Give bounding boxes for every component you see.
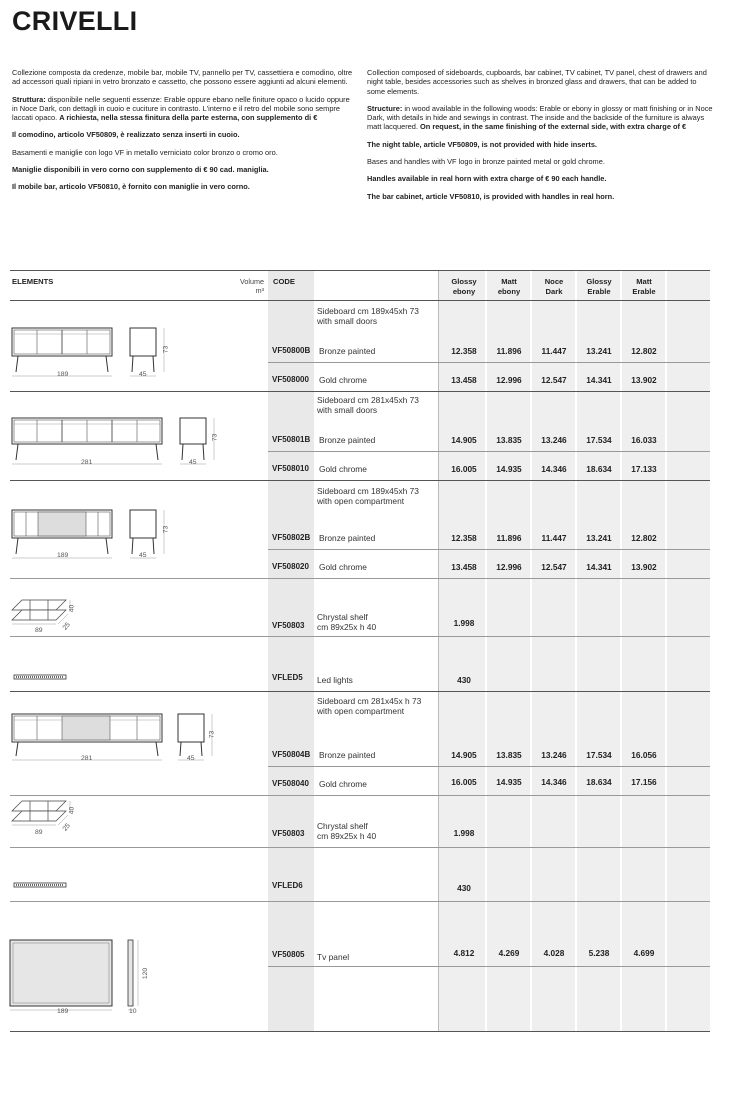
price: 12.996: [496, 562, 522, 572]
price: 11.896: [496, 346, 522, 356]
code-header: CODE: [273, 277, 295, 286]
group-rule: [10, 391, 710, 392]
product-code: VF508000: [272, 375, 309, 384]
price: 14.341: [586, 562, 612, 572]
product-code: VF508010: [272, 464, 309, 473]
price: 13.246: [541, 435, 567, 445]
it-structure: Struttura: disponibile nelle seguenti essenze: Erable oppure ebano nelle finiture opaco o lucido oppure in Noce Dark, con dettagli in cuoio e cuciture in contrasto. L'interno e il retro del mobile sono sempre laccati opaco. A richiesta, nella stessa finitura della parte esterna, con supplemento di €: [12, 94, 350, 123]
finish-label: Bronze painted: [319, 533, 376, 543]
tv-panel-drawing: [10, 940, 170, 1020]
price: 14.346: [541, 777, 567, 787]
dim-height: 73: [211, 433, 219, 442]
price: 14.935: [496, 464, 522, 474]
price: 4.812: [453, 948, 475, 958]
price: 11.447: [541, 346, 567, 356]
dim-depth: 45: [187, 755, 195, 762]
dim-width: 89: [35, 829, 43, 836]
price: 14.346: [541, 464, 567, 474]
en-structure: Structure: in wood available in the following woods: Erable or ebony in glossy or matt finishing or in Noce Dark, with details in hide and sewings in contrast. The inside and the backside of the furniture is always matt lacquered. On request, in the same finishing of the external side, with extra charge of €: [367, 103, 713, 132]
price: 12.802: [631, 533, 657, 543]
price: 13.835: [496, 750, 522, 760]
price: 13.241: [586, 346, 612, 356]
dim-height: 73: [208, 730, 216, 739]
group-rule: [10, 578, 710, 579]
price: 18.634: [586, 777, 612, 787]
group-rule: [10, 480, 710, 481]
product-description: Chrystal shelf cm 89x25x h 40: [317, 821, 377, 841]
price: 14.341: [586, 375, 612, 385]
dim-width: 189: [57, 552, 69, 559]
volume-header: Volume m³: [240, 277, 264, 295]
it-bases: Basamenti e maniglie con logo VF in metallo verniciato color bronzo o cromo oro.: [12, 147, 278, 157]
it-bar-cabinet: Il mobile bar, articolo VF50810, è fornito con maniglie in vero corno.: [12, 182, 250, 192]
dim-width: 189: [57, 371, 69, 378]
sideboard-189-open-compartment-drawing: [12, 510, 177, 562]
it-handles: Maniglie disponibili in vero corno con supplemento di € 90 cad. maniglia.: [12, 165, 269, 175]
it-intro: Collezione composta da credenze, mobile bar, mobile TV, pannello per TV, cassettiera e comodino, oltre ad accessori quali ripiani in vetro bronzato e cassetto, che possono essere aggiunti ad alcuni elementi.: [12, 68, 353, 87]
dim-depth: 25: [61, 621, 72, 632]
finish-label: Bronze painted: [319, 346, 376, 356]
product-description: Sideboard cm 281x45xh 73 with small doors: [317, 395, 419, 415]
dim-depth: 45: [139, 552, 147, 559]
row-rule: [268, 451, 710, 452]
price: 13.246: [541, 750, 567, 760]
dim-width: 281: [81, 755, 93, 762]
product-code: VF50800B: [272, 346, 311, 355]
price: 14.905: [451, 435, 477, 445]
finish-header-matt-erable: Matt Erable: [632, 277, 656, 296]
chrystal-shelf-drawing: [12, 596, 82, 636]
product-description: Tv panel: [317, 952, 350, 962]
price: 12.547: [541, 375, 567, 385]
price: 14.935: [496, 777, 522, 787]
price: 13.458: [451, 375, 477, 385]
dim-width: 89: [35, 627, 43, 634]
row-rule: [268, 766, 710, 767]
price: 11.896: [496, 533, 522, 543]
group-rule: [10, 636, 710, 637]
en-bases: Bases and handles with VF logo in bronze painted metal or gold chrome.: [367, 157, 605, 167]
row-rule: [268, 549, 710, 550]
price: 12.547: [541, 562, 567, 572]
price: 4.699: [633, 948, 655, 958]
price: 1.998: [453, 618, 475, 628]
dim-depth: 45: [189, 459, 197, 466]
price: 12.358: [451, 533, 477, 543]
price: 17.534: [586, 435, 612, 445]
dim-width: 281: [81, 459, 93, 466]
finish-label: Gold chrome: [319, 464, 367, 474]
product-description: Led lights: [317, 675, 353, 685]
price: 4.269: [498, 948, 520, 958]
col-divider: [438, 270, 439, 1032]
product-description: Sideboard cm 189x45xh 73 with open compartment: [317, 486, 419, 506]
price: 430: [457, 675, 471, 685]
en-bar-cabinet: The bar cabinet, article VF50810, is provided with handles in real horn.: [367, 191, 615, 201]
table-bottom-rule: [10, 1031, 710, 1032]
price: 4.028: [543, 948, 565, 958]
led-strip-drawing: [14, 675, 70, 681]
product-code: VFLED5: [272, 673, 303, 682]
product-code: VF50801B: [272, 435, 311, 444]
dim-height: 120: [142, 967, 150, 980]
page-title: CRIVELLI: [12, 6, 138, 36]
price: 16.033: [631, 435, 657, 445]
sideboard-189-small-doors-drawing: [12, 328, 177, 380]
product-code: VF50804B: [272, 750, 311, 759]
product-code: VF508040: [272, 779, 309, 788]
group-rule: [10, 795, 710, 796]
price: 17.534: [586, 750, 612, 760]
product-description: Chrystal shelf cm 89x25x h 40: [317, 612, 377, 632]
en-handles: Handles available in real horn with extra charge of € 90 each handle.: [367, 174, 607, 184]
led-strip-drawing: [14, 883, 70, 889]
price: 12.358: [451, 346, 477, 356]
dim-width: 189: [57, 1008, 69, 1015]
dim-depth: 25: [61, 822, 72, 833]
price: 16.005: [451, 464, 477, 474]
dim-height: 73: [162, 345, 170, 354]
price: 18.634: [586, 464, 612, 474]
dim-depth: 10: [129, 1008, 137, 1015]
price: 430: [457, 883, 471, 893]
finish-header-matt-ebony: Matt ebony: [497, 277, 521, 296]
price: 13.902: [631, 375, 657, 385]
it-night-table: Il comodino, articolo VF50809, è realizzato senza inserti in cuoio.: [12, 130, 240, 140]
dim-height: 73: [162, 525, 170, 534]
group-rule: [10, 847, 710, 848]
finish-header-noce-dark: Noce Dark: [544, 277, 564, 296]
finish-label: Bronze painted: [319, 750, 376, 760]
group-rule: [10, 901, 710, 902]
product-code: VF50803: [272, 621, 305, 630]
product-code: VF508020: [272, 562, 309, 571]
price: 13.458: [451, 562, 477, 572]
price: 12.802: [631, 346, 657, 356]
row-rule: [268, 362, 710, 363]
finish-label: Gold chrome: [319, 779, 367, 789]
price: 17.133: [631, 464, 657, 474]
finish-label: Bronze painted: [319, 435, 376, 445]
finish-label: Gold chrome: [319, 562, 367, 572]
italian-description: [12, 68, 357, 200]
row-rule: [268, 966, 710, 967]
finish-label: Gold chrome: [319, 375, 367, 385]
en-night-table: The night table, article VF50809, is not provided with hide inserts.: [367, 139, 597, 149]
price: 16.056: [631, 750, 657, 760]
price: 14.905: [451, 750, 477, 760]
english-description: [367, 68, 715, 209]
product-description: Sideboard cm 281x45x h 73 with open compartment: [317, 696, 422, 716]
finish-header-glossy-erable: Glossy Erable: [586, 277, 612, 296]
product-code: VF50803: [272, 829, 305, 838]
price: 17.156: [631, 777, 657, 787]
dim-height: 40: [68, 806, 76, 815]
chrystal-shelf-drawing: [12, 797, 82, 837]
dim-depth: 45: [139, 371, 147, 378]
code-column-shade: [268, 270, 314, 1032]
elements-header: ELEMENTS: [12, 277, 54, 286]
product-code: VFLED6: [272, 881, 303, 890]
price: 1.998: [453, 828, 475, 838]
price: 13.241: [586, 533, 612, 543]
finish-header-glossy-ebony: Glossy ebony: [451, 277, 477, 296]
dim-height: 40: [68, 604, 76, 613]
price: 13.835: [496, 435, 522, 445]
price: 5.238: [588, 948, 610, 958]
header-rule: [10, 300, 710, 301]
product-code: VF50802B: [272, 533, 311, 542]
price: 16.005: [451, 777, 477, 787]
price: 12.996: [496, 375, 522, 385]
en-intro: Collection composed of sideboards, cupboards, bar cabinet, TV cabinet, TV panel, chest of drawers and night table, besides accessories such as shelves in bronzed glass and drawers, that can be added to some elements.: [367, 68, 707, 96]
group-rule: [10, 691, 710, 692]
product-code: VF50805: [272, 950, 305, 959]
price: 11.447: [541, 533, 567, 543]
table-top-rule: [10, 270, 710, 271]
product-description: Sideboard cm 189x45xh 73 with small doors: [317, 306, 419, 326]
price: 13.902: [631, 562, 657, 572]
